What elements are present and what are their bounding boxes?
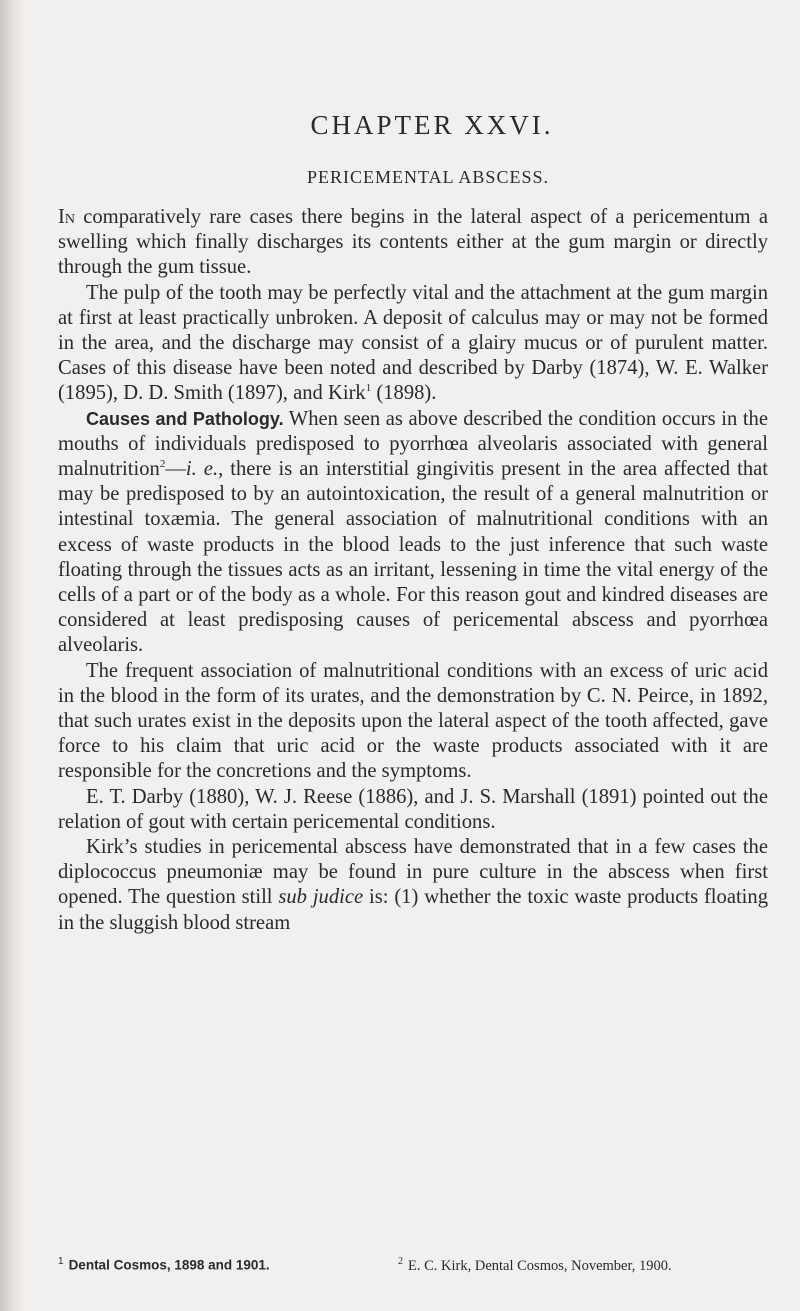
footnotes bbox=[58, 1256, 768, 1275]
paragraph-3-text-b: there is an interstitial gingivitis present in the area affected that may be predisposed to by an autointoxication, the result of a general malnutrition or intestinal toxæmia. The general association of malnutritional conditions with an excess of waste products in the blood leads to the just inference that such waste floating through the tissues acts as an irritant, lessening in time the vital energy of the cells of a part or of the body as a whole. For this reason gout and kindred diseases are considered at least predisposing causes of pericemental abscess and pyorrhœa alveolaris. bbox=[58, 458, 768, 657]
footnote-1 bbox=[58, 1256, 358, 1275]
paragraph-6-latin: sub judice bbox=[278, 886, 364, 909]
footnote-ref-2[interactable]: 2 bbox=[159, 458, 166, 471]
paragraph-4: The frequent association of malnutritional conditions with an excess of uric acid in the blood in the form of its urates, and the demonstration by C. N. Peirce, in 1892, that such urates exist in the deposits upon the lateral aspect of the tooth affected, gave force to his claim that uric acid or the waste products associated with it are responsible for the concretions and the symptoms. bbox=[58, 659, 768, 783]
footnote-2-text: E. C. Kirk, Dental Cosmos, November, 1900. bbox=[408, 1257, 672, 1274]
footnote-2-number: 2 bbox=[398, 1256, 403, 1267]
paragraph-3-dash: — bbox=[165, 458, 186, 481]
paragraph-2-text: The pulp of the tooth may be perfectly vital and the attachment at the gum margin at first at least practically unbroken. A deposit of calculus may or may not be formed in the area, and the discharge may consist of a glairy mucus or of purulent matter. Cases of this disease have been noted and described by Darby (1874), W. E. Walker (1895), D. D. Smith (1897), and Kirk bbox=[58, 281, 768, 405]
paragraph-1-text: comparatively rare cases there begins in the lateral aspect of a pericementum a swelling which finally discharges its contents either at the gum margin or directly through the gum tissue. bbox=[58, 206, 768, 279]
footnote-2 bbox=[358, 1256, 672, 1275]
paragraph-3 bbox=[58, 407, 768, 659]
paragraph-1 bbox=[58, 205, 768, 281]
paragraph-1-lead: In bbox=[58, 206, 75, 228]
footnote-1-number: 1 bbox=[58, 1256, 64, 1267]
paragraph-3-ie: i. e., bbox=[185, 458, 224, 481]
footnote-1-text: Dental Cosmos, 1898 and 1901. bbox=[68, 1257, 270, 1273]
page-edge-shadow bbox=[0, 0, 26, 1311]
paragraph-2 bbox=[58, 281, 768, 407]
paragraph-5: E. T. Darby (1880), W. J. Reese (1886), and J. S. Marshall (1891) pointed out the relation of gout with certain pericemental conditions. bbox=[58, 785, 768, 833]
chapter-title: CHAPTER XXVI. bbox=[310, 110, 554, 140]
causes-pathology-heading: Causes and Pathology. bbox=[86, 408, 284, 429]
footnote-ref-1[interactable]: 1 bbox=[365, 382, 372, 395]
section-title: PERICEMENTAL ABSCESS. bbox=[307, 167, 549, 187]
book-page bbox=[58, 110, 768, 936]
paragraph-2-tail: (1898). bbox=[371, 382, 437, 405]
paragraph-6-text-a: Kirk’s studies in pericemental abscess have demonstrated that in a few cases the diplococcus pneumoniæ may be found in pure culture in the abscess when first opened. The question still bbox=[58, 836, 768, 909]
paragraph-6-text-b: is: (1) whether the toxic waste products floating in the sluggish blood stream bbox=[58, 886, 768, 934]
paragraph-3-text-a: When seen as above described the condition occurs in the mouths of individuals predisposed to pyorrhœa alveolaris associated with general malnutrition bbox=[58, 407, 768, 481]
paragraph-6 bbox=[58, 835, 768, 936]
